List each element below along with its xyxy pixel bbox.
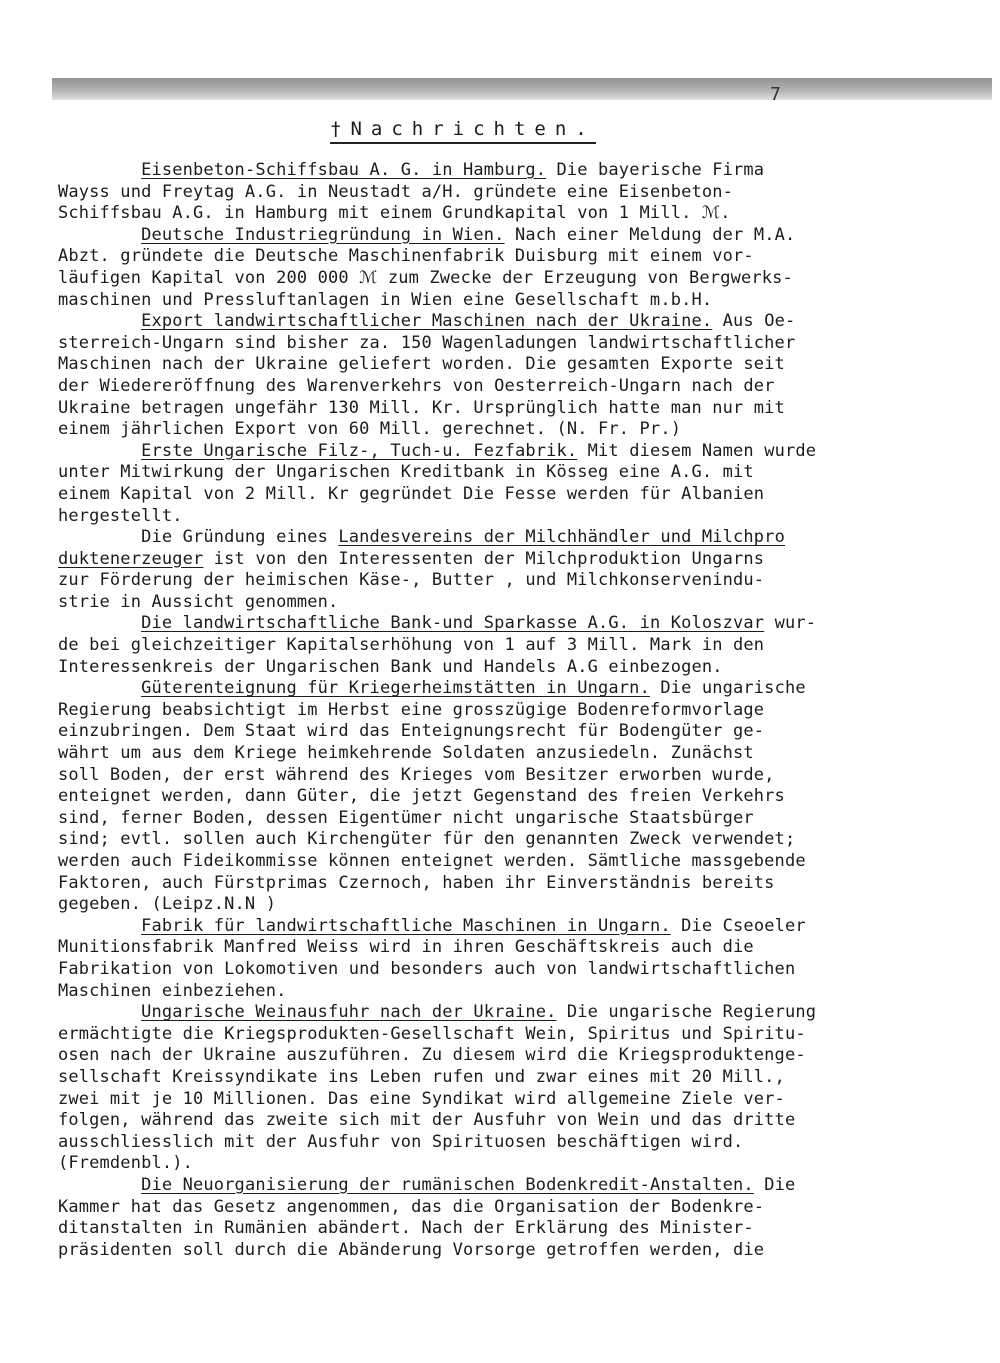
text-segment: der Wiedereröffnung des Warenverkehrs von Oesterreich-Ungarn nach der bbox=[58, 375, 775, 396]
text-segment: werden auch Fideikommisse können enteignet werden. Sämtliche massgebende bbox=[58, 851, 806, 871]
text-segment: Regierung beabsichtigt im Herbst eine grosszügige Bodenreformvorlage bbox=[58, 699, 765, 720]
scan-top-edge bbox=[52, 78, 992, 100]
text-segment bbox=[58, 1175, 141, 1195]
text-segment: Abzt. gründete die Deutsche Maschinenfabrik Duisburg mit einem vor- bbox=[58, 246, 754, 267]
text-segment: zur Förderung der heimischen Käse-, Butter , und Milchkonservenindu- bbox=[58, 570, 765, 591]
text-segment: Munitionsfabrik Manfred Weiss wird in ihren Geschäftskreis auch die bbox=[58, 937, 754, 958]
text-segment: hergestellt. bbox=[58, 505, 183, 526]
text-segment: sterreich-Ungarn sind bisher za. 150 Wagenladungen landwirtschaftlicher bbox=[58, 332, 796, 353]
text-segment: unter Mitwirkung der Ungarischen Kreditbank in Kösseg eine A.G. mit bbox=[58, 462, 754, 483]
text-segment: einem jährlichen Export von 60 Mill. gerechnet. (N. Fr. Pr.) bbox=[58, 419, 682, 440]
page-number: 7 bbox=[770, 84, 781, 105]
text-line bbox=[58, 657, 958, 679]
text-segment: Die bayerische Firma bbox=[546, 160, 765, 180]
text-line bbox=[58, 743, 958, 765]
text-line bbox=[58, 786, 958, 808]
text-segment: Nach einer Meldung der M.A. bbox=[504, 224, 796, 245]
text-line bbox=[58, 1089, 958, 1111]
text-line bbox=[58, 246, 958, 268]
text-line bbox=[58, 1197, 958, 1219]
text-segment bbox=[58, 1002, 141, 1022]
text-segment: ausschliesslich mit der Ausfuhr von Spirituosen beschäftigen wird. bbox=[58, 1131, 744, 1152]
text-line bbox=[58, 721, 958, 743]
text-line bbox=[58, 182, 958, 204]
text-segment: strie in Aussicht genommen. bbox=[58, 591, 339, 612]
text-segment: Schiffsbau A.G. in Hamburg mit einem Grundkapital von 1 Mill. ℳ. bbox=[58, 203, 731, 224]
text-segment: Fabrikation von Lokomotiven und besonders auch von landwirtschaftlichen bbox=[58, 958, 796, 979]
text-segment: Die ungarische bbox=[649, 678, 806, 699]
section-heading: Export landwirtschaftlicher Maschinen nach der Ukraine. bbox=[141, 311, 713, 332]
text-segment: zwei mit je 10 Millionen. Das eine Syndikat wird allgemeine Ziele ver- bbox=[58, 1088, 785, 1109]
text-line bbox=[58, 354, 958, 376]
text-line bbox=[58, 1045, 958, 1067]
section-heading: duktenerzeuger bbox=[58, 548, 204, 569]
text-segment bbox=[58, 916, 141, 936]
text-line bbox=[58, 1110, 958, 1132]
section-heading: Ungarische Weinausfuhr nach der Ukraine. bbox=[141, 1002, 557, 1023]
article-body bbox=[58, 160, 958, 1261]
text-line bbox=[58, 333, 958, 355]
text-segment: gegeben. (Leipz.N.N ) bbox=[58, 894, 277, 915]
text-line bbox=[58, 268, 958, 290]
text-line bbox=[58, 419, 958, 441]
text-line bbox=[58, 635, 958, 657]
section-heading: Deutsche Industriegründung in Wien. bbox=[141, 224, 505, 245]
text-segment bbox=[58, 225, 141, 245]
text-line bbox=[58, 981, 958, 1003]
text-line bbox=[58, 203, 958, 225]
text-segment: einem Kapital von 2 Mill. Kr gegründet Die Fesse werden für Albanien bbox=[58, 483, 765, 504]
text-line bbox=[58, 311, 958, 333]
text-line bbox=[58, 808, 958, 830]
section-heading: Güterenteignung für Kriegerheimstätten in Ungarn. bbox=[141, 678, 650, 699]
text-line bbox=[58, 678, 958, 700]
text-line bbox=[58, 290, 958, 312]
text-segment: Aus Oe- bbox=[712, 311, 796, 332]
text-segment: de bei gleichzeitiger Kapitalserhöhung von 1 auf 3 Mill. Mark in den bbox=[58, 635, 765, 656]
text-segment: währt um aus dem Kriege heimkehrende Soldaten anzusiedeln. Zunächst bbox=[58, 743, 754, 764]
text-segment bbox=[58, 311, 141, 331]
text-segment bbox=[58, 441, 141, 461]
text-line bbox=[58, 570, 958, 592]
text-line bbox=[58, 959, 958, 981]
section-heading: Fabrik für landwirtschaftliche Maschinen in Ungarn. bbox=[141, 915, 671, 936]
text-line bbox=[58, 376, 958, 398]
text-line bbox=[58, 851, 958, 873]
text-line bbox=[58, 873, 958, 895]
text-segment: läufigen Kapital von 200 000 ℳ zum Zwecke der Erzeugung von Bergwerks- bbox=[58, 267, 793, 288]
text-line bbox=[58, 398, 958, 420]
text-line bbox=[58, 462, 958, 484]
text-segment: Die ungarische Regierung bbox=[556, 1002, 817, 1023]
text-line bbox=[58, 937, 958, 959]
text-line bbox=[58, 160, 958, 182]
text-line bbox=[58, 1067, 958, 1089]
text-segment: Maschinen nach der Ukraine geliefert worden. Die gesamten Exporte seit bbox=[58, 354, 785, 375]
text-segment: Die Gründung eines bbox=[58, 527, 339, 548]
section-heading: Landesvereins der Milchhändler und Milchpro bbox=[338, 527, 785, 548]
text-segment: (Fremdenbl.). bbox=[58, 1153, 194, 1174]
section-heading: Erste Ungarische Filz-, Tuch-u. Fezfabrik. bbox=[141, 440, 578, 461]
text-line bbox=[58, 506, 958, 528]
text-line bbox=[58, 829, 958, 851]
text-line bbox=[58, 765, 958, 787]
text-segment: ditanstalten in Rumänien abändert. Nach der Erklärung des Minister- bbox=[58, 1218, 754, 1239]
text-line bbox=[58, 1240, 958, 1262]
text-line bbox=[58, 1153, 958, 1175]
text-segment bbox=[58, 678, 141, 698]
text-line bbox=[58, 1218, 958, 1240]
text-line bbox=[58, 700, 958, 722]
text-line bbox=[58, 894, 958, 916]
text-segment bbox=[58, 160, 141, 180]
text-segment: Ukraine betragen ungefähr 130 Mill. Kr. Ursprünglich hatte man nur mit bbox=[58, 397, 785, 418]
text-line bbox=[58, 1002, 958, 1024]
text-segment: ist von den Interessenten der Milchproduktion Ungarns bbox=[203, 548, 765, 569]
text-segment: soll Boden, der erst während des Krieges vom Besitzer erworben wurde, bbox=[58, 764, 775, 785]
text-line bbox=[58, 484, 958, 506]
text-line bbox=[58, 1024, 958, 1046]
text-segment: Kammer hat das Gesetz angenommen, das die Organisation der Bodenkre- bbox=[58, 1196, 765, 1217]
text-segment: ermächtigte die Kriegsprodukten-Gesellschaft Wein, Spiritus und Spiritu- bbox=[58, 1023, 806, 1044]
text-line bbox=[58, 441, 958, 463]
section-heading: Die Neuorganisierung der rumänischen Bodenkredit-Anstalten. bbox=[141, 1174, 754, 1195]
text-line bbox=[58, 549, 958, 571]
text-segment: maschinen und Pressluftanlagen in Wien eine Gesellschaft m.b.H. bbox=[58, 289, 713, 310]
text-line bbox=[58, 592, 958, 614]
text-segment: wur- bbox=[764, 613, 817, 634]
section-heading: Die landwirtschaftliche Bank-und Sparkasse A.G. in Koloszvar bbox=[141, 613, 765, 634]
text-segment: Maschinen einbeziehen. bbox=[58, 980, 287, 1001]
text-segment: folgen, während das zweite sich mit der Ausfuhr von Wein und das dritte bbox=[58, 1110, 796, 1131]
text-segment: einzubringen. Dem Staat wird das Enteignungsrecht für Bodengüter ge- bbox=[58, 721, 765, 742]
text-segment: sind, ferner Boden, dessen Eigentümer nicht ungarische Staatsbürger bbox=[58, 807, 754, 828]
text-segment: osen nach der Ukraine auszuführen. Zu diesem wird die Kriegsproduktenge- bbox=[58, 1045, 806, 1066]
section-heading: Eisenbeton-Schiffsbau A. G. in Hamburg. bbox=[141, 160, 547, 180]
text-segment: Interessenkreis der Ungarischen Bank und Handels A.G einbezogen. bbox=[58, 656, 723, 677]
text-segment: Wayss und Freytag A.G. in Neustadt a/H. gründete eine Eisenbeton- bbox=[58, 181, 734, 202]
text-segment: sellschaft Kreissyndikate ins Leben rufen und zwar eines mit 20 Mill., bbox=[58, 1066, 785, 1087]
text-line bbox=[58, 225, 958, 247]
text-segment: Die bbox=[753, 1174, 796, 1195]
text-segment: Die Cseoeler bbox=[670, 915, 806, 936]
text-line bbox=[58, 527, 958, 549]
text-line bbox=[58, 1132, 958, 1154]
text-segment: präsidenten soll durch die Abänderung Vorsorge getroffen werden, die bbox=[58, 1239, 765, 1260]
page-title: †Nachrichten. bbox=[330, 118, 596, 144]
text-segment: sind; evtl. sollen auch Kirchengüter für den genannten Zweck verwendet; bbox=[58, 829, 796, 850]
text-segment bbox=[58, 613, 141, 633]
text-line bbox=[58, 1175, 958, 1197]
text-line bbox=[58, 916, 958, 938]
text-segment: enteignet werden, dann Güter, die jetzt Gegenstand des freien Verkehrs bbox=[58, 786, 785, 807]
text-segment: Mit diesem Namen wurde bbox=[577, 440, 817, 461]
text-line bbox=[58, 613, 958, 635]
text-segment: Faktoren, auch Fürstprimas Czernoch, haben ihr Einverständnis bereits bbox=[58, 872, 775, 893]
